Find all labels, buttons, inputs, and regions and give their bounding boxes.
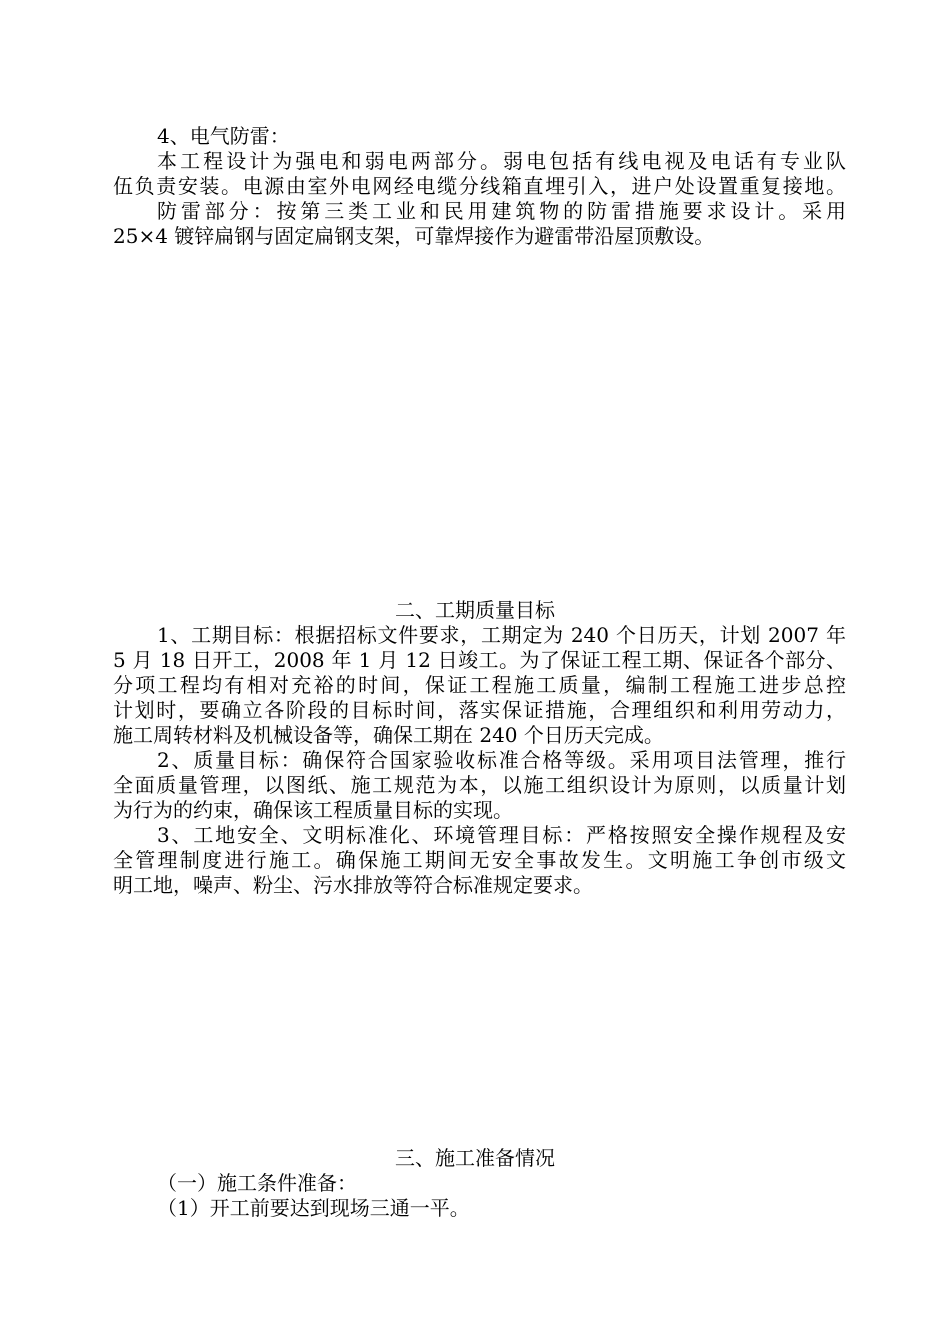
electrical-para2-line2: 25×4 镀锌扁钢与固定扁钢支架，可靠焊接作为避雷带沿屋顶敷设。 <box>113 224 715 248</box>
electrical-heading: 4、电气防雷： <box>157 124 290 148</box>
prep-item-conditions: （一）施工条件准备： <box>157 1171 357 1195</box>
electrical-para2-line1: 防雷部分：按第三类工业和民用建筑物的防雷措施要求设计。采用 <box>157 199 846 223</box>
quality-para-line3: 为行为的约束，确保该工程质量目标的实现。 <box>113 798 513 822</box>
quality-para-line1: 2、质量目标：确保符合国家验收标准合格等级。采用项目法管理，推行 <box>157 748 846 772</box>
safety-para-line1: 3、工地安全、文明标准化、环境管理目标：严格按照安全操作规程及安 <box>157 823 846 847</box>
section-two-title: 二、工期质量目标 <box>395 598 555 622</box>
safety-para-line3: 明工地，噪声、粉尘、污水排放等符合标准规定要求。 <box>113 873 593 897</box>
schedule-para-line2: 5 月 18 日开工，2008 年 1 月 12 日竣工。为了保证工程工期、保证各个部分、 <box>113 648 846 672</box>
schedule-para-line3: 分项工程均有相对充裕的时间，保证工程施工质量，编制工程施工进步总控 <box>113 673 846 697</box>
section-three-body <box>113 1171 846 1221</box>
schedule-para-line5: 施工周转材料及机械设备等，确保工期在 240 个日历天完成。 <box>113 723 664 747</box>
schedule-para-line4: 计划时，要确立各阶段的目标时间，落实保证措施，合理组织和利用劳动力， <box>113 698 846 722</box>
section-two-body <box>113 623 846 898</box>
schedule-para-line1: 1、工期目标：根据招标文件要求，工期定为 240 个日历天，计划 2007 年 <box>157 623 846 647</box>
section-three-title: 三、施工准备情况 <box>395 1146 555 1170</box>
electrical-para1-line1: 本工程设计为强电和弱电两部分。弱电包括有线电视及电话有专业队 <box>157 149 846 173</box>
prep-item-site: （1）开工前要达到现场三通一平。 <box>157 1196 470 1220</box>
quality-para-line2: 全面质量管理，以图纸、施工规范为本，以施工组织设计为原则，以质量计划 <box>113 773 846 797</box>
electrical-section <box>113 124 846 249</box>
safety-para-line2: 全管理制度进行施工。确保施工期间无安全事故发生。文明施工争创市级文 <box>113 848 846 872</box>
electrical-para1-line2: 伍负责安装。电源由室外电网经电缆分线箱直埋引入，进户处设置重复接地。 <box>113 174 846 198</box>
